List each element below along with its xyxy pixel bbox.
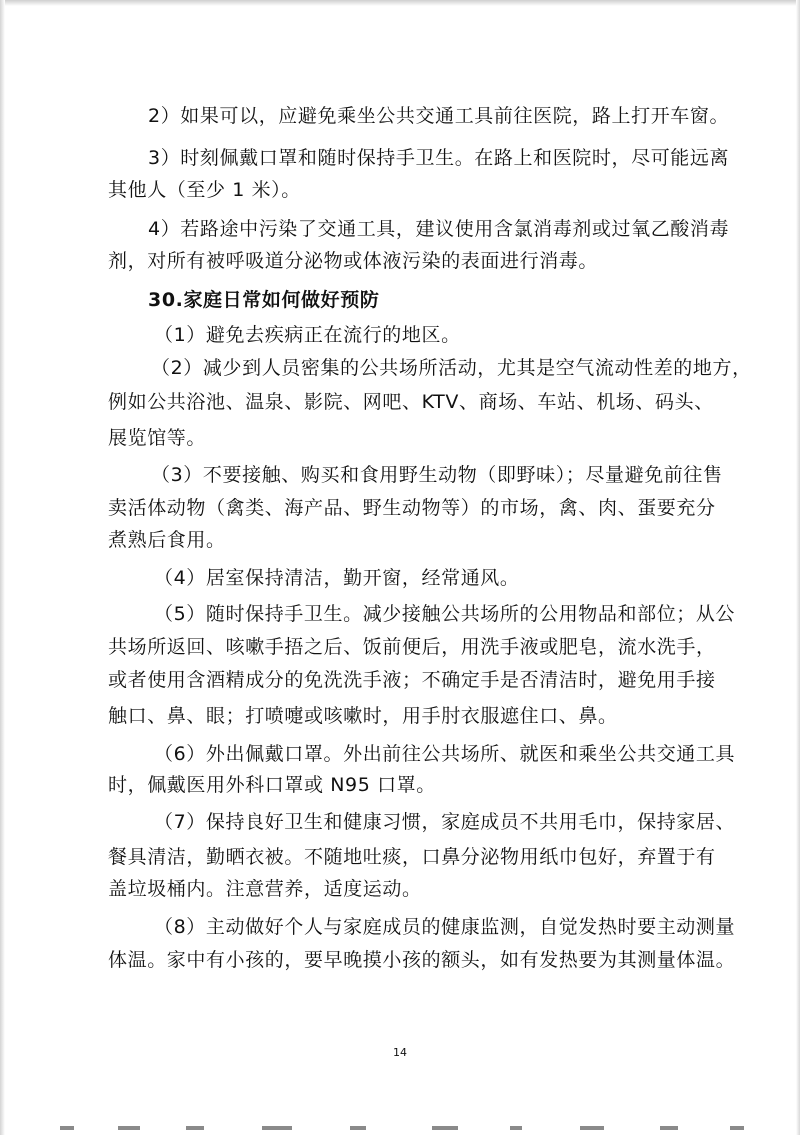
paragraph-line: 时，佩戴医用外科口罩或 N95 口罩。: [108, 774, 436, 796]
scan-edge-left: [0, 0, 5, 1135]
paragraph-line: （7）保持良好卫生和健康习惯，家庭成员不共用毛巾，保持家居、: [154, 811, 736, 833]
scan-artifacts: [40, 1126, 760, 1132]
paragraph-line: 触口、鼻、眼；打喷嚏或咳嗽时，用手肘衣服遮住口、鼻。: [108, 705, 618, 727]
scan-speck: [262, 1126, 292, 1130]
scan-speck: [350, 1126, 366, 1130]
scan-speck: [510, 1126, 522, 1130]
scan-speck: [118, 1126, 140, 1130]
scan-speck: [432, 1126, 458, 1130]
paragraph-line: 剂，对所有被呼吸道分泌物或体液污染的表面进行消毒。: [108, 250, 599, 272]
scan-edge-top: [0, 0, 800, 6]
paragraph-line: 2）如果可以，应避免乘坐公共交通工具前往医院，路上打开车窗。: [148, 105, 730, 127]
paragraph-line: （6）外出佩戴口罩。外出前往公共场所、就医和乘坐公共交通工具: [154, 743, 736, 765]
paragraph-line: 或者使用含酒精成分的免洗洗手液；不确定手是否清洁时，避免用手接: [108, 669, 716, 691]
paragraph-line: （3）不要接触、购买和食用野生动物（即野味）；尽量避免前往售: [151, 464, 723, 486]
paragraph-line: 盖垃圾桶内。注意营养，适度运动。: [108, 878, 422, 900]
paragraph-line: （4）居室保持清洁，勤开窗，经常通风。: [154, 567, 520, 589]
scan-speck: [660, 1126, 678, 1130]
paragraph-line: 4）若路途中污染了交通工具，建议使用含氯消毒剂或过氧乙酸消毒: [148, 218, 730, 240]
paragraph-line: 共场所返回、咳嗽手捂之后、饭前便后，用洗手液或肥皂，流水洗手，: [108, 636, 716, 658]
paragraph-line: （8）主动做好个人与家庭成员的健康监测，自觉发热时要主动测量: [154, 916, 736, 938]
scan-speck: [60, 1126, 74, 1130]
paragraph-line: （2）减少到人员密集的公共场所活动，尤其是空气流动性差的地方，: [151, 357, 752, 379]
scan-speck: [580, 1126, 604, 1130]
page-number: 14: [393, 1046, 407, 1059]
paragraph-line: （5）随时保持手卫生。减少接触公共场所的公用物品和部位；从公: [154, 603, 736, 625]
paragraph-line: 体温。家中有小孩的，要早晚摸小孩的额头，如有发热要为其测量体温。: [108, 949, 736, 971]
paragraph-line: 例如公共浴池、温泉、影院、网吧、KTV、商场、车站、机场、码头、: [108, 391, 714, 413]
paragraph-line: 煮熟后食用。: [108, 529, 226, 551]
scan-edge-right: [796, 0, 800, 1135]
paragraph-line: 其他人（至少 1 米）。: [108, 179, 301, 201]
paragraph-line: 展览馆等。: [108, 427, 207, 449]
paragraph-line: （1）避免去疾病正在流行的地区。: [154, 324, 461, 346]
paragraph-line: 餐具清洁，勤晒衣被。不随地吐痰，口鼻分泌物用纸巾包好，弃置于有: [108, 846, 716, 868]
scan-speck: [730, 1126, 744, 1130]
scan-speck: [186, 1126, 204, 1130]
paragraph-line: 3）时刻佩戴口罩和随时保持手卫生。在路上和医院时，尽可能远离: [148, 147, 730, 169]
paragraph-line: 卖活体动物（禽类、海产品、野生动物等）的市场，禽、肉、蛋要充分: [108, 497, 716, 519]
section-heading: 30.家庭日常如何做好预防: [148, 289, 380, 311]
